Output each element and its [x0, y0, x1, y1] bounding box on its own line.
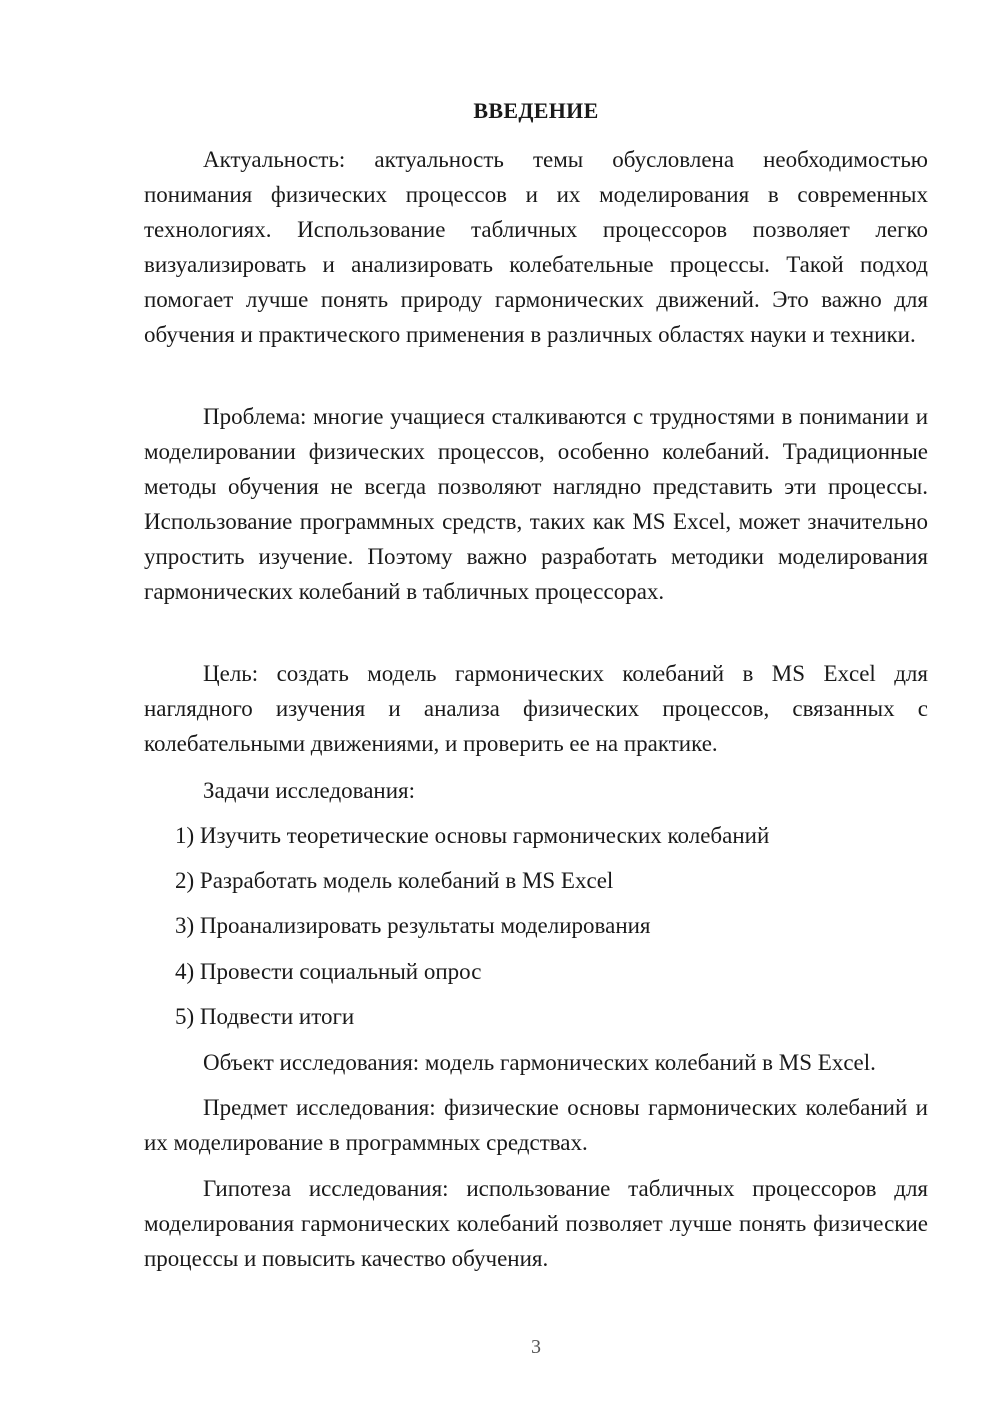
task-item: 3) Проанализировать результаты моделирования — [175, 913, 651, 938]
task-item: 2) Разработать модель колебаний в MS Excel — [175, 868, 614, 893]
hypothesis-paragraph: Гипотеза исследования: использование табличных процессоров для моделирования гармонических колебаний позволяет лучше понять физические процессы и повысить качество обучения. — [144, 1176, 928, 1271]
task-item: 1) Изучить теоретические основы гармонических колебаний — [175, 823, 770, 848]
goal-paragraph: Цель: создать модель гармонических колебаний в MS Excel для наглядного изучения и анализа физических процессов, связанных с колебательными движениями, и проверить ее на практике. — [144, 661, 928, 756]
tasks-title: Задачи исследования: — [203, 778, 416, 803]
problem-paragraph: Проблема: многие учащиеся сталкиваются с трудностями в понимании и моделировании физических процессов, особенно колебаний. Традиционные методы обучения не всегда позволяют наглядно представить эти процессы. Использование программных средств, таких как MS Excel, может значительно упростить изучение. Поэтому важно разработать методики моделирования гармонических колебаний в табличных процессорах. — [144, 404, 928, 604]
task-item: 4) Провести социальный опрос — [175, 959, 482, 984]
task-item: 5) Подвести итоги — [175, 1004, 355, 1029]
page-number: 3 — [531, 1336, 541, 1358]
page-title: ВВЕДЕНИЕ — [473, 98, 599, 123]
subject-paragraph: Предмет исследования: физические основы гармонических колебаний и их моделирование в программных средствах. — [144, 1095, 928, 1155]
relevance-paragraph: Актуальность: актуальность темы обусловлена необходимостью понимания физических процессов и их моделирования в современных технологиях. Использование табличных процессоров позволяет легко визуализировать и анализировать колебательные процессы. Такой подход помогает лучше понять природу гармонических движений. Это важно для обучения и практического применения в различных областях науки и техники. — [144, 147, 928, 347]
object-paragraph: Объект исследования: модель гармонических колебаний в MS Excel. — [203, 1050, 876, 1075]
